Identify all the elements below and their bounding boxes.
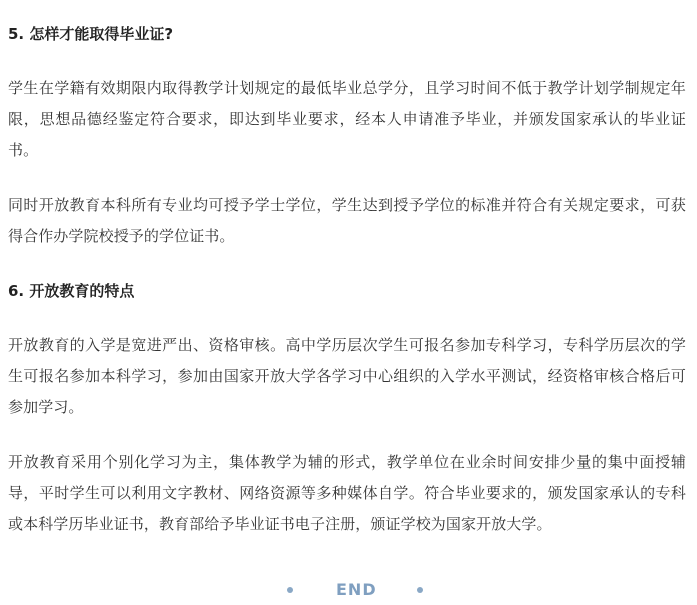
paragraph-degree-award: 同时开放教育本科所有专业均可授予学士学位，学生达到授予学位的标准并符合有关规定要求，可获得合作办学院校授予的学位证书。 — [8, 196, 686, 245]
paragraph-graduation-requirements: 学生在学籍有效期限内取得教学计划规定的最低毕业总学分，且学习时间不低于教学计划学制规定年限，思想品德经鉴定符合要求，即达到毕业要求，经本人申请准予毕业，并颁发国家承认的毕业证书。 — [8, 79, 686, 159]
end-dot-left-icon — [287, 587, 293, 593]
paragraph-admission: 开放教育的入学是宽进严出、资格审核。高中学历层次学生可报名参加专科学习，专科学历层次的学生可报名参加本科学习，参加由国家开放大学各学习中心组织的入学水平测试，经资格审核合格后可参加学习。 — [8, 336, 686, 416]
paragraph-learning-mode: 开放教育采用个别化学习为主，集体教学为辅的形式，教学单位在业余时间安排少量的集中面授辅导，平时学生可以利用文字教材、网络资源等多种媒体自学。符合毕业要求的，颁发国家承认的专科或本科学历毕业证书，教育部给予毕业证书电子注册，颁证学校为国家开放大学。 — [8, 453, 686, 533]
end-dot-right-icon — [417, 587, 423, 593]
end-label: END — [336, 580, 377, 599]
section-heading-graduation: 5. 怎样才能取得毕业证? — [8, 25, 174, 43]
end-divider — [0, 578, 697, 602]
section-heading-features: 6. 开放教育的特点 — [8, 282, 135, 300]
